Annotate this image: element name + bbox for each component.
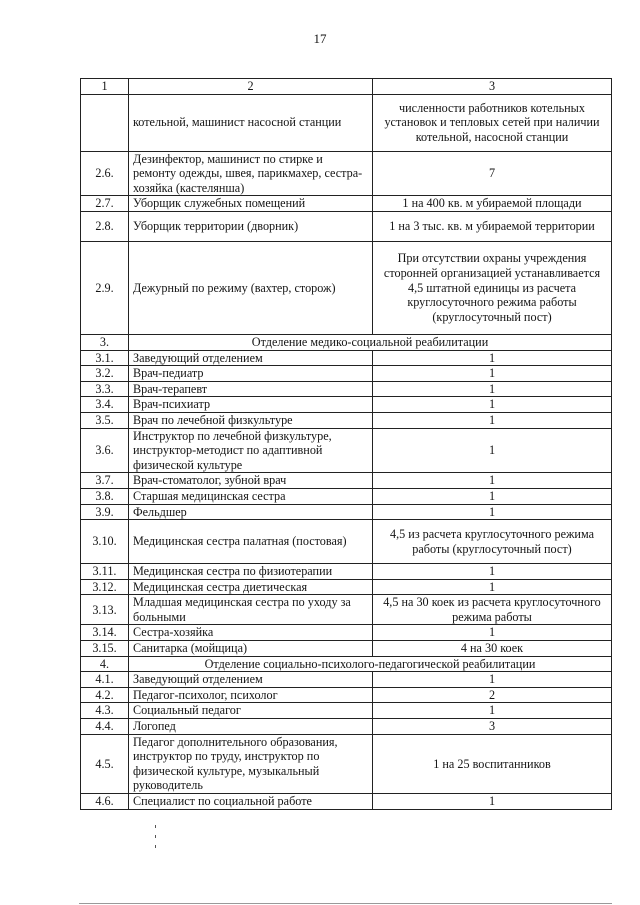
row-number: 3.15. bbox=[81, 641, 129, 657]
section-title: Отделение социально-психолого-педагогической реабилитации bbox=[129, 656, 612, 672]
page-bottom-edge bbox=[79, 903, 612, 904]
position-name: Педагог дополнительного образования, инструктор по труду, инструктор по физической культуре, музыкальный руководитель bbox=[129, 734, 373, 793]
table-row bbox=[81, 381, 612, 397]
table-row bbox=[81, 520, 612, 564]
table-row bbox=[81, 734, 612, 793]
staffing-norm: 1 bbox=[373, 366, 612, 382]
table-header-row bbox=[81, 79, 612, 95]
scan-mark bbox=[155, 835, 156, 838]
row-number: 3.6. bbox=[81, 428, 129, 473]
table-row bbox=[81, 504, 612, 520]
row-number: 3.8. bbox=[81, 488, 129, 504]
position-name: Санитарка (мойщица) bbox=[129, 641, 373, 657]
staffing-norm: 1 bbox=[373, 504, 612, 520]
staffing-norm: 2 bbox=[373, 687, 612, 703]
staffing-norm: 1 bbox=[373, 350, 612, 366]
column-header-1: 1 bbox=[81, 79, 129, 95]
staffing-norm: 3 bbox=[373, 719, 612, 735]
position-name: Врач-терапевт bbox=[129, 381, 373, 397]
row-number: 2.6. bbox=[81, 151, 129, 196]
position-name: Врач-стоматолог, зубной врач bbox=[129, 473, 373, 489]
position-name: Уборщик территории (дворник) bbox=[129, 211, 373, 241]
staffing-norm: 1 bbox=[373, 672, 612, 688]
table-row bbox=[81, 595, 612, 625]
scan-mark bbox=[155, 845, 156, 848]
staffing-norm: 1 на 3 тыс. кв. м убираемой территории bbox=[373, 211, 612, 241]
position-name: Врач-психиатр bbox=[129, 397, 373, 413]
position-name: Логопед bbox=[129, 719, 373, 735]
row-number: 3. bbox=[81, 334, 129, 350]
position-name: Медицинская сестра палатная (постовая) bbox=[129, 520, 373, 564]
staffing-norm: 1 bbox=[373, 564, 612, 580]
row-number: 3.14. bbox=[81, 625, 129, 641]
table-row bbox=[81, 151, 612, 196]
section-header-row bbox=[81, 334, 612, 350]
row-number: 3.4. bbox=[81, 397, 129, 413]
row-number: 2.7. bbox=[81, 196, 129, 212]
position-name: Заведующий отделением bbox=[129, 672, 373, 688]
scan-mark bbox=[155, 825, 156, 828]
row-number: 4.1. bbox=[81, 672, 129, 688]
table-row bbox=[81, 488, 612, 504]
staffing-norm: численности работников котельных установок и тепловых сетей при наличии котельной, насосной станции bbox=[373, 94, 612, 151]
row-number: 4.5. bbox=[81, 734, 129, 793]
section-title: Отделение медико-социальной реабилитации bbox=[129, 334, 612, 350]
position-name: Врач-педиатр bbox=[129, 366, 373, 382]
page-number: 17 bbox=[313, 31, 327, 46]
row-number: 3.13. bbox=[81, 595, 129, 625]
column-header-2: 2 bbox=[129, 79, 373, 95]
staffing-norm: 1 bbox=[373, 625, 612, 641]
table-row bbox=[81, 641, 612, 657]
position-name: Уборщик служебных помещений bbox=[129, 196, 373, 212]
position-name: Дезинфектор, машинист по стирке и ремонту одежды, швея, парикмахер, сестра-хозяйка (кастелянша) bbox=[129, 151, 373, 196]
table-row bbox=[81, 412, 612, 428]
table-row bbox=[81, 672, 612, 688]
staffing-norm: 1 bbox=[373, 488, 612, 504]
staffing-norm: 1 на 25 воспитанников bbox=[373, 734, 612, 793]
staffing-norm: 4 на 30 коек bbox=[373, 641, 612, 657]
row-number: 4.3. bbox=[81, 703, 129, 719]
row-number: 3.1. bbox=[81, 350, 129, 366]
position-name: Медицинская сестра диетическая bbox=[129, 579, 373, 595]
row-number: 3.7. bbox=[81, 473, 129, 489]
table-row bbox=[81, 94, 612, 151]
table-row bbox=[81, 719, 612, 735]
row-number: 2.9. bbox=[81, 241, 129, 334]
staffing-norm: 7 bbox=[373, 151, 612, 196]
row-number: 3.3. bbox=[81, 381, 129, 397]
staffing-table-body bbox=[81, 79, 612, 810]
row-number: 3.2. bbox=[81, 366, 129, 382]
staffing-norm: При отсутствии охраны учреждения сторонней организацией устанавливается 4,5 штатной единицы из расчета круглосуточного режима работы (круглосуточный пост) bbox=[373, 241, 612, 334]
position-name: Педагог-психолог, психолог bbox=[129, 687, 373, 703]
row-number: 3.10. bbox=[81, 520, 129, 564]
table-row bbox=[81, 241, 612, 334]
position-name: Инструктор по лечебной физкультуре, инструктор-методист по адаптивной физической культуре bbox=[129, 428, 373, 473]
staffing-norm: 1 bbox=[373, 473, 612, 489]
row-number: 3.9. bbox=[81, 504, 129, 520]
staffing-norm: 4,5 на 30 коек из расчета круглосуточного режима работы bbox=[373, 595, 612, 625]
row-number: 3.11. bbox=[81, 564, 129, 580]
column-header-3: 3 bbox=[373, 79, 612, 95]
table-row bbox=[81, 366, 612, 382]
staffing-norm: 1 bbox=[373, 428, 612, 473]
row-number: 4.6. bbox=[81, 794, 129, 810]
position-name: Социальный педагог bbox=[129, 703, 373, 719]
table-row bbox=[81, 625, 612, 641]
table-row bbox=[81, 564, 612, 580]
position-name: Дежурный по режиму (вахтер, сторож) bbox=[129, 241, 373, 334]
table-row bbox=[81, 211, 612, 241]
row-number: 3.5. bbox=[81, 412, 129, 428]
staffing-norm: 1 bbox=[373, 397, 612, 413]
row-number: 2.8. bbox=[81, 211, 129, 241]
staffing-norm: 1 bbox=[373, 579, 612, 595]
position-name: Специалист по социальной работе bbox=[129, 794, 373, 810]
staffing-norm: 1 bbox=[373, 412, 612, 428]
staffing-norm: 4,5 из расчета круглосуточного режима работы (круглосуточный пост) bbox=[373, 520, 612, 564]
position-name: Младшая медицинская сестра по уходу за больными bbox=[129, 595, 373, 625]
staffing-norm: 1 bbox=[373, 381, 612, 397]
table-row bbox=[81, 687, 612, 703]
position-name: Медицинская сестра по физиотерапии bbox=[129, 564, 373, 580]
table-row bbox=[81, 397, 612, 413]
table-row bbox=[81, 579, 612, 595]
row-number bbox=[81, 94, 129, 151]
staffing-norm: 1 на 400 кв. м убираемой площади bbox=[373, 196, 612, 212]
position-name: Фельдшер bbox=[129, 504, 373, 520]
table-row bbox=[81, 350, 612, 366]
row-number: 4.4. bbox=[81, 719, 129, 735]
staffing-table bbox=[80, 78, 612, 810]
table-row bbox=[81, 196, 612, 212]
staffing-norm: 1 bbox=[373, 703, 612, 719]
position-name: котельной, машинист насосной станции bbox=[129, 94, 373, 151]
row-number: 3.12. bbox=[81, 579, 129, 595]
row-number: 4. bbox=[81, 656, 129, 672]
table-row bbox=[81, 794, 612, 810]
table-row bbox=[81, 703, 612, 719]
table-row bbox=[81, 428, 612, 473]
row-number: 4.2. bbox=[81, 687, 129, 703]
staffing-norm: 1 bbox=[373, 794, 612, 810]
position-name: Врач по лечебной физкультуре bbox=[129, 412, 373, 428]
position-name: Сестра-хозяйка bbox=[129, 625, 373, 641]
table-row bbox=[81, 473, 612, 489]
section-header-row bbox=[81, 656, 612, 672]
position-name: Заведующий отделением bbox=[129, 350, 373, 366]
position-name: Старшая медицинская сестра bbox=[129, 488, 373, 504]
